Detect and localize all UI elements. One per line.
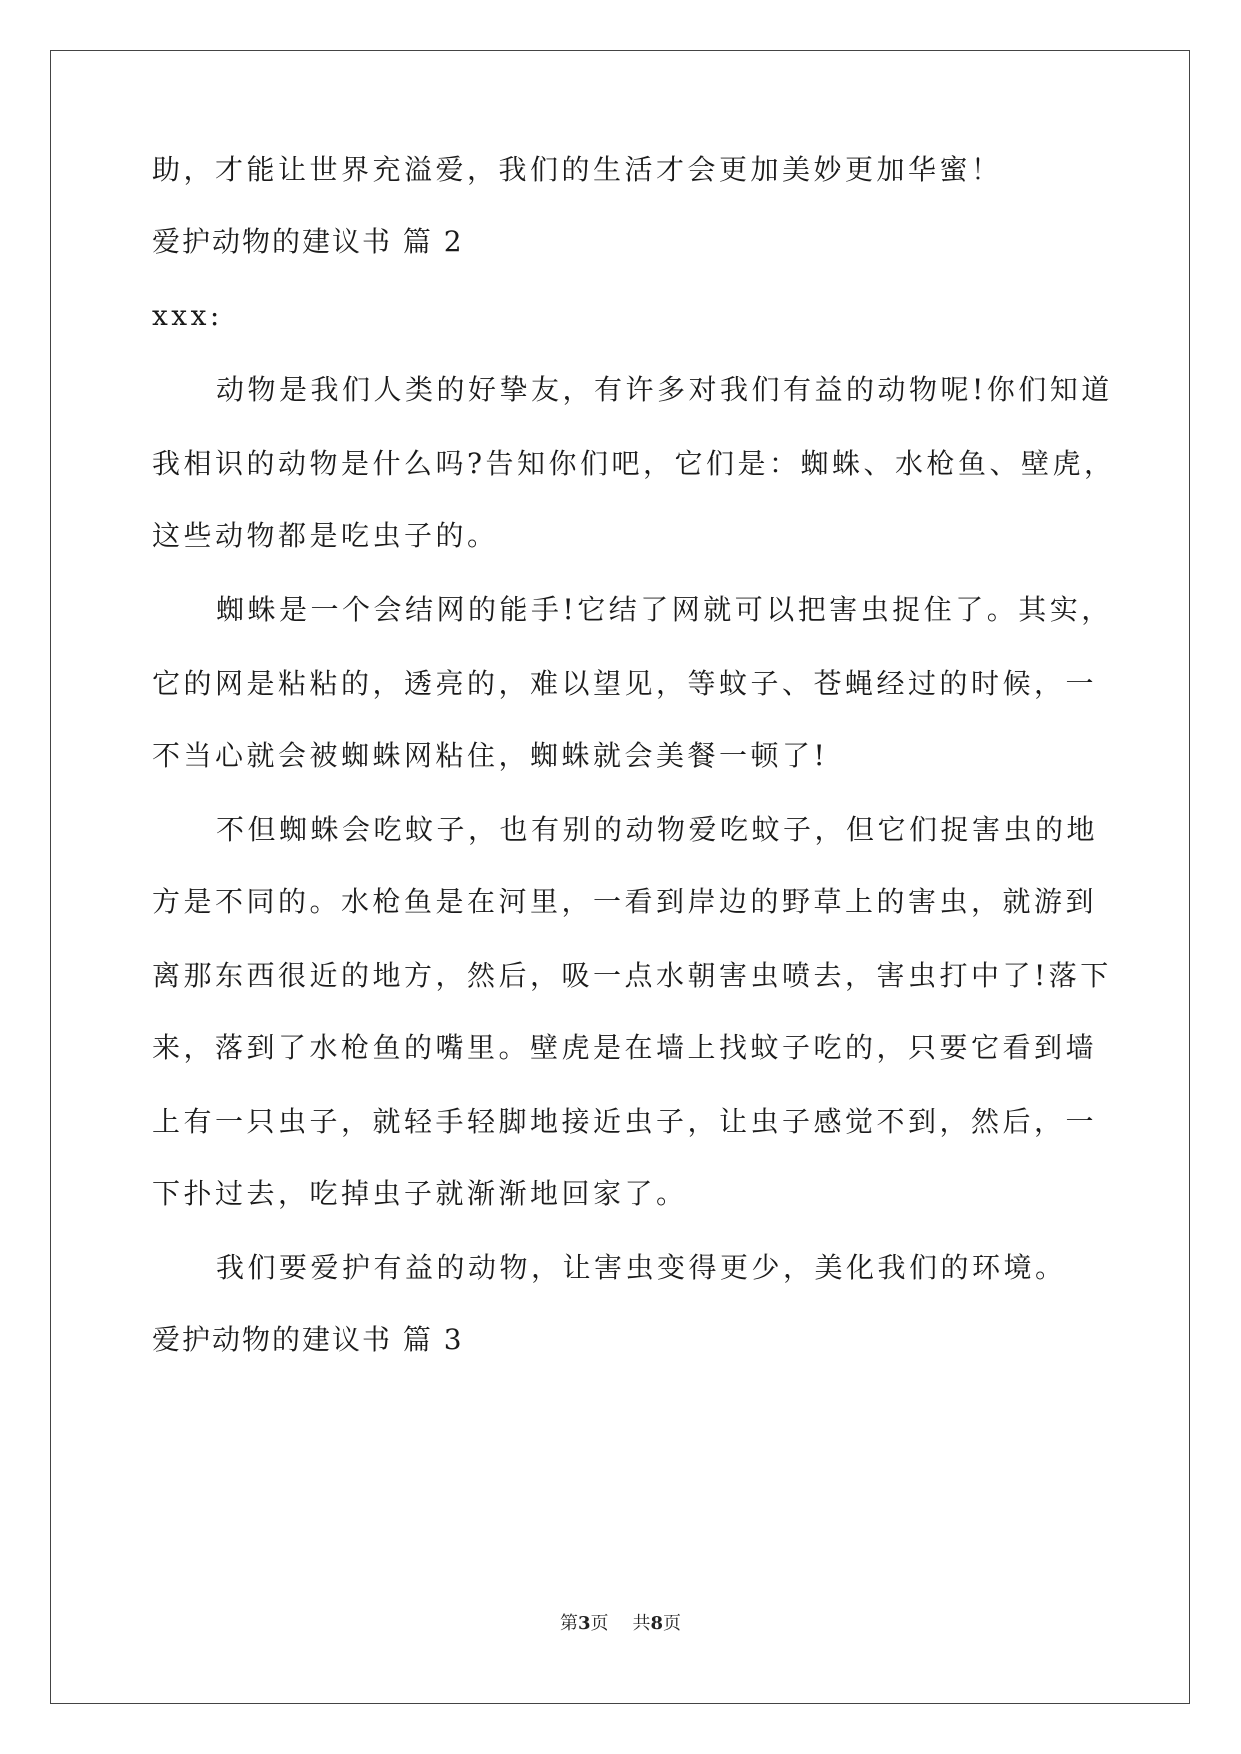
paragraph-line: 蜘蛛是一个会结网的能手!它结了网就可以把害虫捉住了。其实， (216, 593, 1113, 626)
section-heading-2: 爱护动物的建议书 篇 2 (152, 225, 464, 258)
paragraph-line: 助，才能让世界充溢爱，我们的生活才会更加美妙更加华蜜！ (152, 153, 1003, 186)
page-suffix: 页 (590, 1613, 609, 1634)
page-prefix: 第 (559, 1613, 578, 1634)
total-suffix: 页 (663, 1613, 682, 1634)
paragraph-line: 动物是我们人类的好挚友，有许多对我们有益的动物呢!你们知道 (216, 373, 1113, 406)
page-number: 3 (577, 1613, 591, 1634)
paragraph-line: 我们要爱护有益的动物，让害虫变得更少，美化我们的环境。 (216, 1251, 1067, 1284)
salutation: xxx: (152, 299, 223, 332)
page-footer (0, 1612, 1241, 1636)
total-prefix: 共 (632, 1613, 651, 1634)
paragraph-line: 它的网是粘粘的，透亮的，难以望见，等蚊子、苍蝇经过的时候，一 (152, 667, 1098, 700)
paragraph-line: 我相识的动物是什么吗?告知你们吧，它们是：蜘蛛、水枪鱼、壁虎， (152, 447, 1116, 480)
paragraph-line: 不但蜘蛛会吃蚊子，也有别的动物爱吃蚊子，但它们捉害虫的地 (216, 813, 1099, 846)
section-heading-3: 爱护动物的建议书 篇 3 (152, 1323, 464, 1356)
paragraph-line: 这些动物都是吃虫子的。 (152, 519, 499, 552)
paragraph-line: 上有一只虫子，就轻手轻脚地接近虫子，让虫子感觉不到，然后，一 (152, 1105, 1098, 1138)
paragraph-line: 来，落到了水枪鱼的嘴里。壁虎是在墙上找蚊子吃的，只要它看到墙 (152, 1031, 1098, 1064)
paragraph-line: 离那东西很近的地方，然后，吸一点水朝害虫喷去，害虫打中了!落下 (152, 959, 1112, 992)
paragraph-line: 不当心就会被蜘蛛网粘住，蜘蛛就会美餐一顿了! (152, 739, 829, 772)
total-pages: 8 (650, 1613, 664, 1634)
paragraph-line: 方是不同的。水枪鱼是在河里，一看到岸边的野草上的害虫，就游到 (152, 885, 1098, 918)
paragraph-line: 下扑过去，吃掉虫子就渐渐地回家了。 (152, 1177, 688, 1210)
